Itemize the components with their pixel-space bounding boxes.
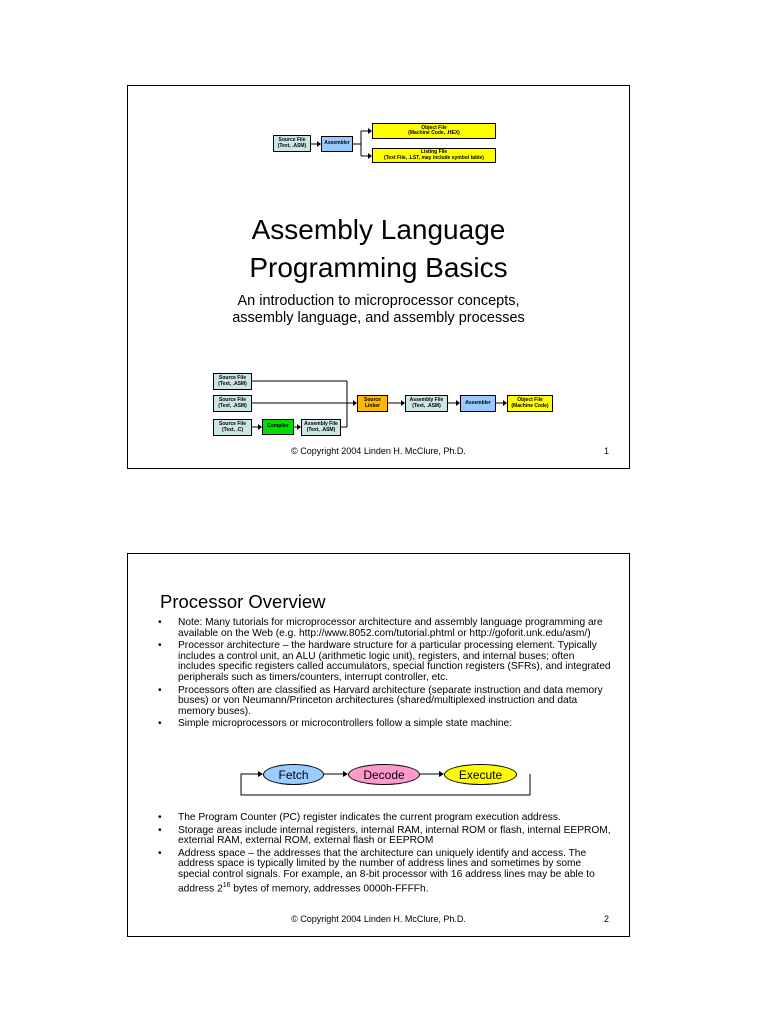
slide-2 [127,553,630,937]
bullet-item: • Processor architecture – the hardware structure for a particular processing element. Typically includes a control unit, an ALU (arithmetic logic unit), registers, and internal buses; often includes specific registers called accumulators, special function registers (SFRs), and integrated peripherals such as timers/counters, interrupt controller, etc. [157,641,612,683]
slide-1 [127,85,630,469]
subtitle-line-2: assembly language, and assembly processes [232,310,525,326]
fetch-state: Fetch [263,764,324,785]
object-file-box-2: Object File (Machine Code) [507,395,553,412]
slide1-subtitle [128,293,629,327]
slide1-title [128,211,629,287]
bottom-bullet-list [157,813,612,897]
slide1-footer: © Copyright 2004 Linden H. McClure, Ph.D. [291,446,466,456]
source-file-box: Source File (Text, .ASM) [273,135,311,152]
assembler-box-2: Assembler [460,395,496,412]
slide2-page-number: 2 [603,914,609,924]
source-file-1-box: Source File (Text, .ASM) [213,373,252,390]
assembly-file-2-box: Assembly File (Text, .ASM) [405,395,448,412]
execute-state: Execute [444,764,517,785]
assembly-file-box: Assembly File (Text, .ASM) [301,419,341,436]
source-linker-box: Source Linker [357,395,388,412]
bullet-item: • Simple microprocessors or microcontrollers follow a simple state machine: [157,719,612,730]
bullet-item [157,849,612,895]
bullet-item: • The Program Counter (PC) register indicates the current program execution address. [157,813,612,824]
compiler-box: Compiler [262,419,294,435]
decode-state: Decode [348,764,420,785]
listing-file-box: Listing File (Text File, .LST, may include symbol table) [372,148,496,163]
title-line-2: Programming Basics [249,252,508,283]
bullet-text: Address space – the addresses that the architecture can uniquely identify and access. The address space is typically limited by the number of address lines and sometimes by some special control signals. For example, an 8-bit processor with 16 address lines may be able to address 2 [178,847,595,894]
title-line-1: Assembly Language [251,214,506,245]
slide1-page-number: 1 [603,446,609,456]
slide2-footer: © Copyright 2004 Linden H. McClure, Ph.D. [291,914,466,924]
slide2-title: Processor Overview [160,591,326,612]
bullet-item: • Storage areas include internal registers, internal RAM, internal ROM or flash, internal EEPROM, external RAM, external ROM, external flash or EEPROM [157,826,612,847]
source-file-3-box: Source File (Text, .C) [213,419,252,436]
source-file-2-box: Source File (Text, .ASM) [213,395,252,412]
object-file-box: Object File (Machine Code, .HEX) [372,123,496,139]
bullet-item: • Processors often are classified as Harvard architecture (separate instruction and data memory buses) or von Neumann/Princeton architectures (shared/multiplexed instruction and data memory buses). [157,686,612,718]
assembler-box: Assembler [321,136,353,152]
subtitle-line-1: An introduction to microprocessor concepts, [237,293,520,309]
exponent: 16 [222,881,231,889]
bullet-text-end: bytes of memory, addresses 0000h-FFFFh. [230,882,429,894]
bullet-item: • Note: Many tutorials for microprocessor architecture and assembly language programming are available on the Web (e.g. http://www.8052.com/tutorial.phtml or http://goforit.unk.edu/asm/) [157,618,612,639]
